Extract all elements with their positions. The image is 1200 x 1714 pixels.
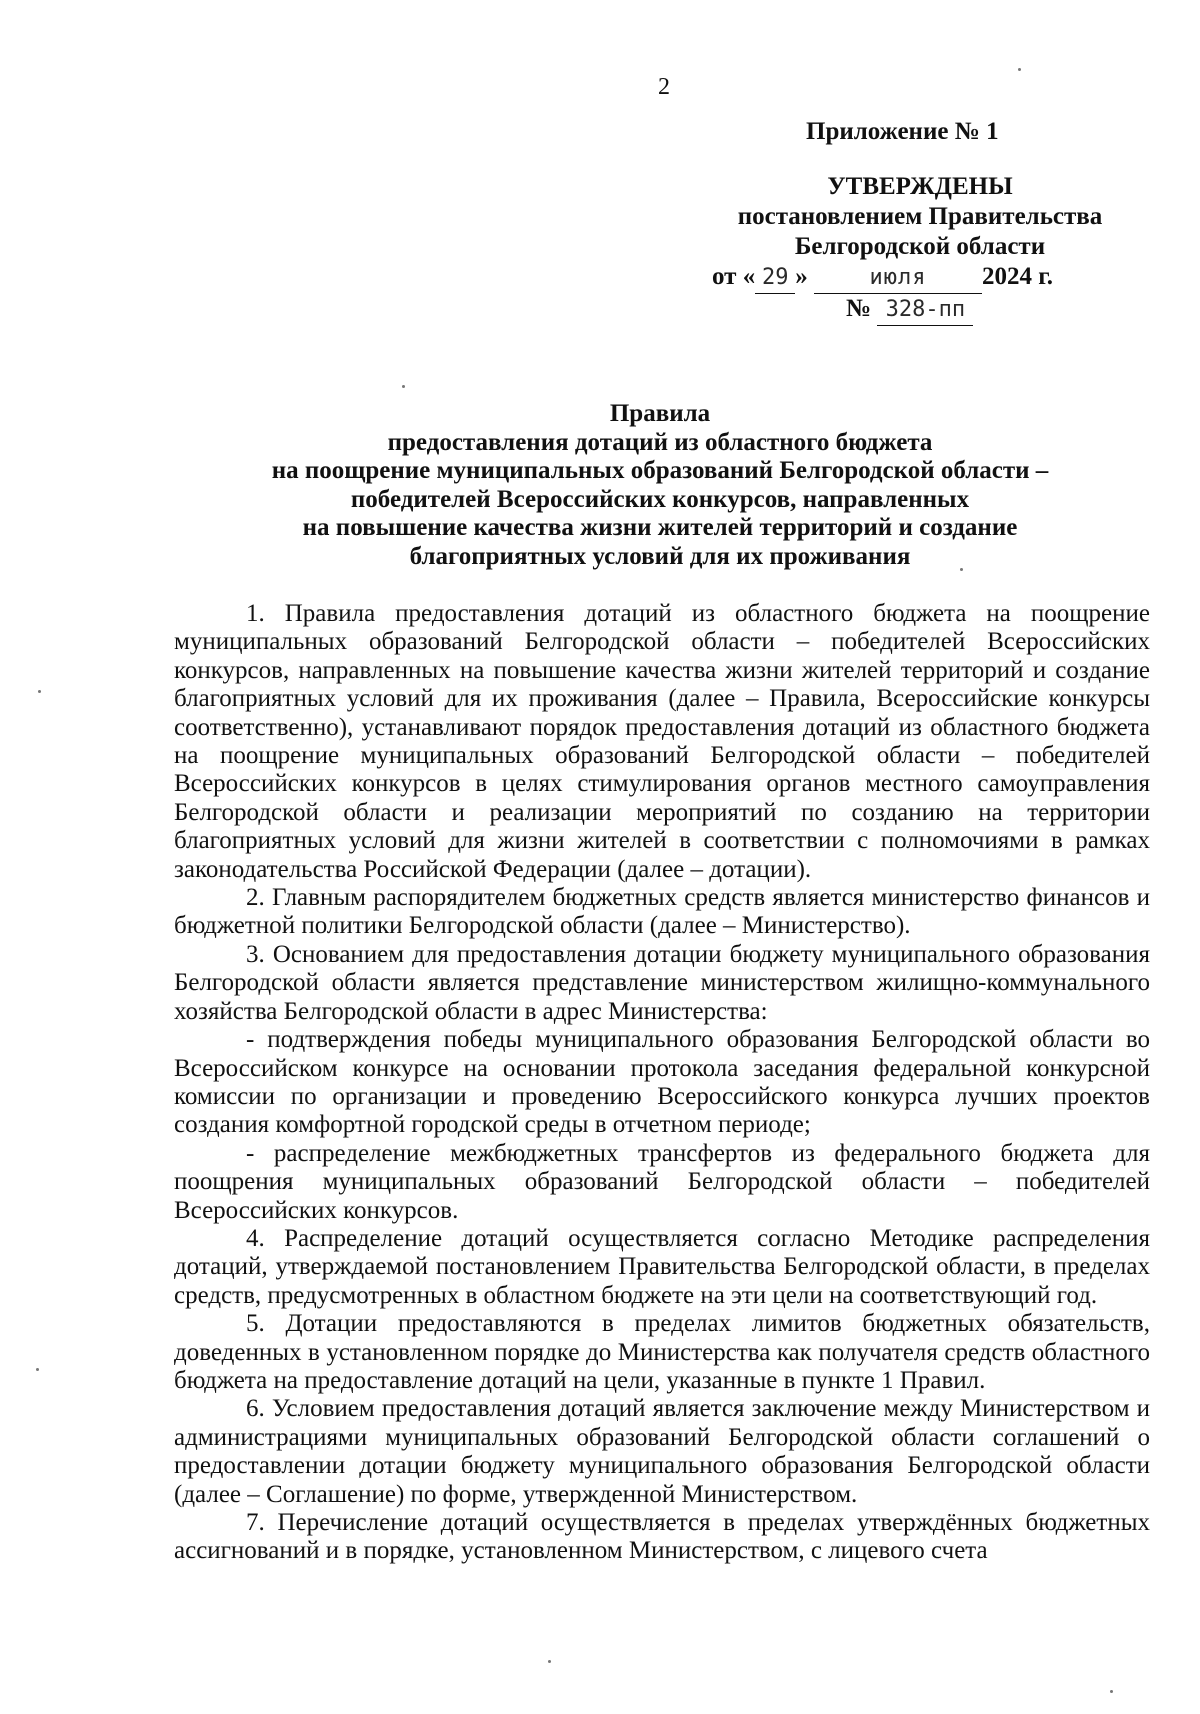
- scan-speck: [402, 385, 405, 388]
- paragraph-5: 5. Дотации предоставляются в пределах лимитов бюджетных обязательств, доведенных в установленном порядке до Министерства как получателя средств областного бюджета на предоставление дотаций на цели, указанные в пункте 1 Правил.: [174, 1310, 1150, 1394]
- appendix-label: Приложение № 1: [806, 118, 999, 145]
- title-line-1: Правила: [609, 400, 711, 427]
- title-line-4: победителей Всероссийских конкурсов, направленных: [350, 485, 970, 513]
- scan-speck: [960, 568, 963, 571]
- approved-heading: УТВЕРЖДЕНЫ: [827, 173, 1013, 200]
- paragraph-2: 2. Главным распорядителем бюджетных средств является министерство финансов и бюджетной политики Белгородской области (далее – Министерство).: [174, 884, 1150, 940]
- scan-speck: [1110, 1690, 1113, 1693]
- title-line-2: предоставления дотаций из областного бюджета: [387, 428, 933, 456]
- date-prefix: от «: [712, 263, 756, 290]
- paragraph-4: 4. Распределение дотаций осуществляется согласно Методике распределения дотаций, утверждаемой постановлением Правительства Белгородской области, в пределах средств, предусмотренных в областном бюджете на эти цели на соответствующий год.: [174, 1224, 1150, 1309]
- approved-by-line-1: постановлением Правительства: [737, 203, 1103, 230]
- title-line-3: на поощрение муниципальных образований Белгородской области –: [271, 457, 1049, 484]
- date-day: 29: [755, 263, 795, 294]
- paragraph-7: 7. Перечисление дотаций осуществляется в пределах утверждённых бюджетных ассигнований и в порядке, установленном Министерством, с лицевого счета: [174, 1509, 1150, 1565]
- scan-speck: [38, 690, 41, 693]
- document-title: [180, 400, 1140, 571]
- scan-speck: [548, 1660, 551, 1663]
- date-year: 2024 г.: [981, 263, 1053, 290]
- date-month: июля: [814, 263, 982, 294]
- title-line-5: на повышение качества жизни жителей территорий и создание: [302, 514, 1018, 541]
- approval-number-line: [690, 294, 1150, 326]
- approved-by-line-2: Белгородской области: [794, 233, 1046, 260]
- approval-date-line: [690, 262, 1150, 294]
- document-body: [174, 600, 1150, 1566]
- paragraph-6: 6. Условием предоставления дотаций является заключение между Министерством и администрациями муниципальных образований Белгородской области соглашений о предоставлении дотации бюджету муниципального образования Белгородской области (далее – Соглашение) по форме, утвержденной Министерством.: [174, 1395, 1150, 1508]
- approval-block: [690, 172, 1150, 326]
- scan-speck: [1018, 68, 1021, 71]
- number-prefix: №: [846, 295, 872, 322]
- paragraph-3-item-2: - распределение межбюджетных трансфертов из федерального бюджета для поощрения муниципальных образований Белгородской области – победителей Всероссийских конкурсов.: [174, 1139, 1150, 1224]
- page-number: 2: [658, 74, 670, 100]
- scan-speck: [36, 1368, 39, 1371]
- title-line-6: благоприятных условий для их проживания: [409, 542, 911, 570]
- paragraph-3-item-1: - подтверждения победы муниципального образования Белгородской области во Всероссийском конкурсе на основании протокола заседания федеральной конкурсной комиссии по организации и проведению Всероссийского конкурса лучших проектов создания комфортной городской среды в отчетном периоде;: [174, 1026, 1150, 1139]
- decree-number: 328-пп: [877, 295, 973, 326]
- paragraph-3: 3. Основанием для предоставления дотации бюджету муниципального образования Белгородской области является представление министерством жилищно-коммунального хозяйства Белгородской области в адрес Министерства:: [174, 940, 1150, 1025]
- paragraph-1: 1. Правила предоставления дотаций из областного бюджета на поощрение муниципальных образований Белгородской области – победителей Всероссийских конкурсов, направленных на повышение качества жизни жителей территорий и создание благоприятных условий для их проживания (далее – Правила, Всероссийские конкурсы соответственно), устанавливают порядок предоставления дотаций из областного бюджета на поощрение муниципальных образований Белгородской области – победителей Всероссийских конкурсов в целях стимулирования органов местного самоуправления Белгородской области и реализации мероприятий по созданию на территории благоприятных условий для жизни жителей в соответствии с полномочиями в рамках законодательства Российской Федерации (далее – дотации).: [174, 600, 1150, 883]
- date-close: »: [795, 263, 808, 290]
